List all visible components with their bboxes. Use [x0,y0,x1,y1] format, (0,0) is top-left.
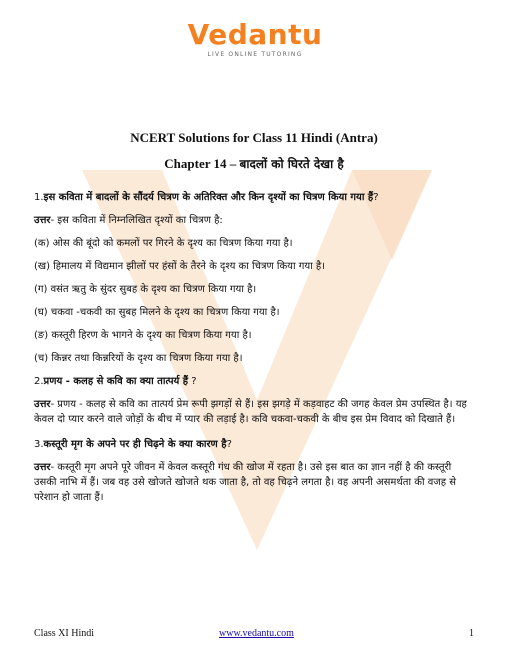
answer-1-item: (ग) वसंत ऋतु के सुंदर सुबह के दृश्य का चित्रण किया गया है। [34,284,257,295]
answer-2-label: उत्तर [34,399,51,410]
question-3-mark: ? [226,439,232,450]
question-2-number: 2. [34,376,44,387]
footer-class-label: Class XI Hindi [34,628,94,639]
logo-wordmark: Vedantu [187,18,323,51]
answer-2 [34,397,474,427]
question-3-body: कस्तूरी मृग के अपने पर ही चिढ़ने के क्या कारण है [43,439,227,450]
footer-website-link[interactable]: www.vedantu.com [219,628,294,639]
answer-1-label: उत्तर [34,215,51,226]
question-2 [34,374,474,427]
answer-1-item: (च) किन्नर तथा किन्नरियों के दृश्य का चित्रण किया गया है। [34,353,243,364]
answer-1-intro [34,213,474,228]
chapter-name: बादलों को घिरते देखा है [239,157,344,171]
question-1-mark: ? [373,192,379,203]
page-title: NCERT Solutions for Class 11 Hindi (Antra) [130,130,378,145]
answer-3-label: उत्तर [34,462,51,473]
question-2-text [34,374,474,389]
question-2-mark: ? [188,376,197,387]
answer-2-text: - प्रणय - कलह से कवि का तात्पर्य प्रेम रूपी झगड़ों से हैं। इस झगड़े में कड़वाहट की जगह केवल प्रेम उपस्थित है। यह केवल दो प्यार करने वाले जोड़ों के बीच में प्यार की लड़ाई है। कवि चकवा-चकवी के बीच इस प्रेम विवाद को दिखाते हैं। [34,399,467,425]
page-footer [34,628,474,642]
chapter-prefix: Chapter 14 – [164,156,240,171]
page-number: 1 [469,628,474,639]
chapter-title [34,156,474,172]
question-3-number: 3. [34,439,44,450]
vedantu-logo [0,20,510,58]
question-3-text [34,437,474,452]
question-3 [34,437,474,505]
answer-1-item: (ख) हिमालय में विद्यमान झीलों पर हंसों के तैरने के दृश्य का चित्रण किया गया है। [34,261,326,272]
answer-1-item: (क) ओस की बूंदो को कमलों पर गिरने के दृश्य का चित्रण किया गया है। [34,238,293,249]
question-1 [34,190,474,366]
answer-3-text: - कस्तूरी मृग अपने पूरे जीवन में केवल कस्तूरी गंध की खोज में रहता है। उसे इस बात का ज्ञान नहीं है की कस्तूरी उसकी नाभि में हैं। जब वह उसे खोजते खोजते थक जाता है, तो वह चिढ़ने लगता है। वह अपनी असमर्थता की वजह से परेशान हो जाता हैं। [34,462,456,503]
logo-tagline: LIVE ONLINE TUTORING [207,51,303,58]
question-1-number: 1. [34,192,44,203]
answer-1-item: (घ) चकवा -चकवी का सुबह मिलने के दृश्य का चित्रण किया गया है। [34,307,280,318]
document-body [34,130,474,505]
answer-1-item: (ङ) कस्तूरी हिरण के भागने के दृश्य का चित्रण किया गया है। [34,330,252,341]
question-1-text [34,190,474,205]
answer-3 [34,460,474,505]
answer-1-intro-text: - इस कविता में निम्नलिखित दृश्यों का चित्रण है: [50,215,223,226]
question-1-body: इस कविता में बादलों के सौंदर्य चित्रण के अतिरिक्त और किन दृश्यों का चित्रण किया गया हैं [43,192,374,203]
question-2-body: प्रणय - कलह से कवि का क्या तात्पर्य हैं [43,376,189,387]
